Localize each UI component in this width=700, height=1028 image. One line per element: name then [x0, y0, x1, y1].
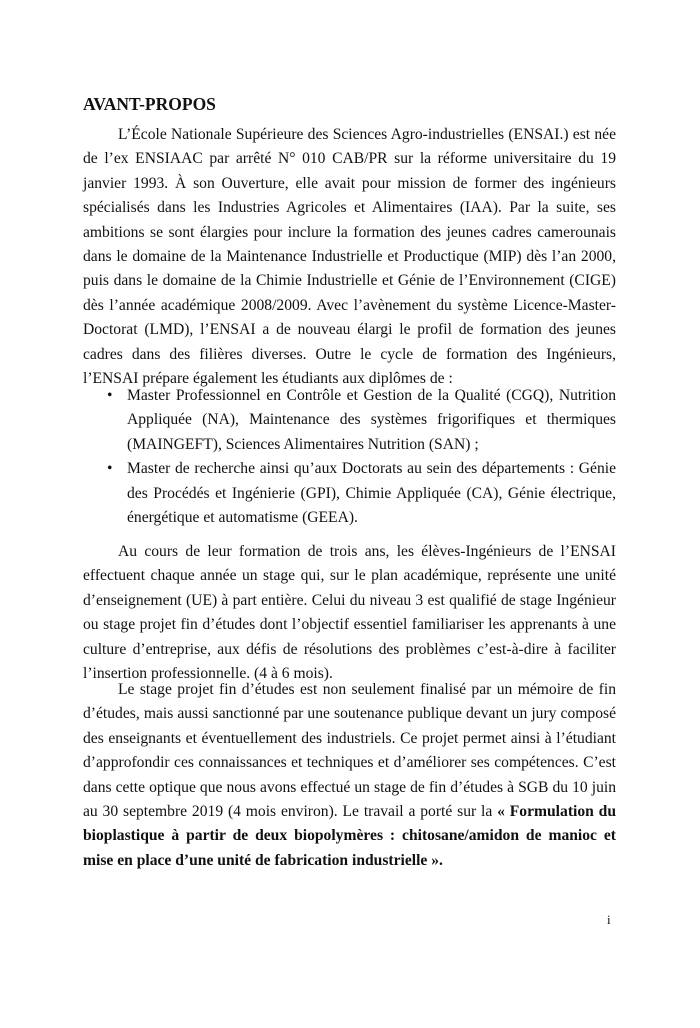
- project-title: « Formulation du bioplastique à partir de deux biopolymères : chitosane/amidon de manioc et mise en place d’une unité de fabrication industrielle ».: [83, 803, 616, 869]
- list-item-text: Master de recherche ainsi qu’aux Doctorats au sein des départements : Génie des Procédés et Ingénierie (GPI), Chimie Appliquée (CA), Génie électrique, énergétique et automatisme (GEEA).: [127, 460, 616, 527]
- paragraph-intro: L’École Nationale Supérieure des Sciences Agro-industrielles (ENSAI.) est née de l’ex ENSIAAC par arrêté N° 010 CAB/PR sur la réforme universitaire du 19 janvier 1993. À son Ouverture, elle avait pour mission de former des ingénieurs spécialisés dans les Industries Agricoles et Alimentaires (IAA). Par la suite, ses ambitions se sont élargies pour inclure la formation des jeunes cadres camerounais dans le domaine de la Maintenance Industrielle et Productique (MIP) dès l’an 2000, puis dans le domaine de la Chimie Industrielle et Génie de l’Environnement (CIGE) dès l’année académique 2008/2009. Avec l’avènement du système Licence-Master-Doctorat (LMD), l’ENSAI a de nouveau élargi le profil de formation des jeunes cadres dans des filières diverses. Outre le cycle de formation des Ingénieurs, l’ENSAI prépare également les étudiants aux diplômes de :: [83, 126, 616, 388]
- list-item: [83, 457, 616, 530]
- paragraph-internship: Au cours de leur formation de trois ans, les élèves-Ingénieurs de l’ENSAI effectuent chaque année un stage qui, sur le plan académique, représente une unité d’enseignement (UE) à part entière. Celui du niveau 3 est qualifié de stage Ingénieur ou stage projet fin d’études dont l’objectif essentiel familiariser les apprenants à une culture d’entreprise, aux défis de résolutions des problèmes c’est-à-dire à faciliter l’insertion professionnelle. (4 à 6 mois).: [83, 543, 616, 683]
- paragraph-project: [83, 678, 616, 873]
- list-item-text: Master Professionnel en Contrôle et Gestion de la Qualité (CGQ), Nutrition Appliquée (NA), Maintenance des systèmes frigorifiques et thermiques (MAINGEFT), Sciences Alimentaires Nutrition (SAN) ;: [127, 387, 616, 453]
- page-number: i: [607, 912, 611, 927]
- page-heading: AVANT-PROPOS: [83, 94, 216, 114]
- bullet-icon: •: [107, 387, 113, 404]
- diploma-list: [83, 384, 616, 530]
- paragraph-project-text: Le stage projet fin d’études est non seulement finalisé par un mémoire de fin d’études, mais aussi sanctionné par une soutenance publique devant un jury composé des enseignants et éventuellement des industriels. Ce projet permet ainsi à l’étudiant d’approfondir ces connaissances et techniques et d’améliorer ses compétences. C’est dans cette optique que nous avons effectué un stage de fin d’études à SGB du 10 juin au 30 septembre 2019 (4 mois environ). Le travail a porté sur la: [83, 681, 616, 821]
- list-item: [83, 384, 616, 457]
- bullet-icon: •: [107, 460, 113, 478]
